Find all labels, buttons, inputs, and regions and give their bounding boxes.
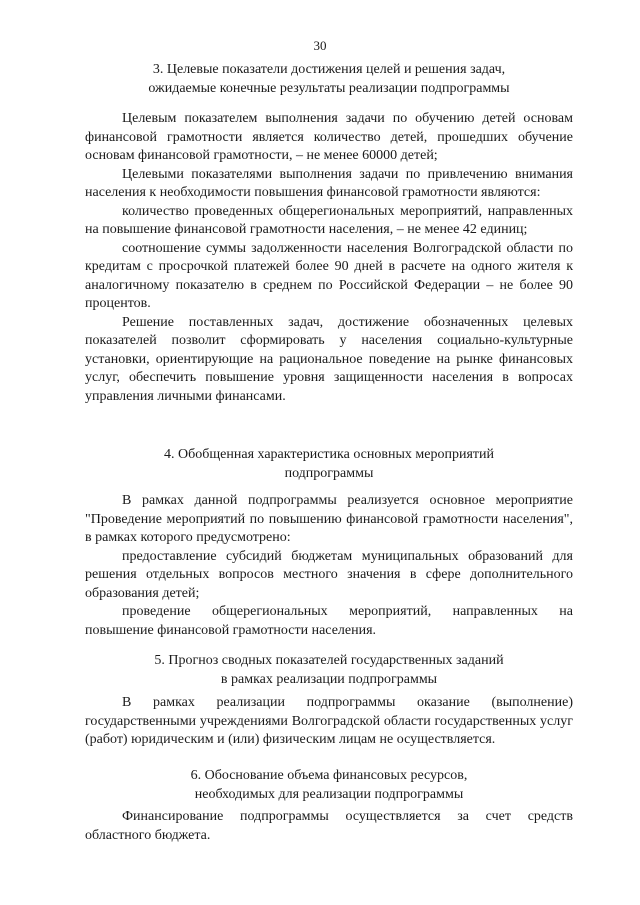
paragraph: количество проведенных общерегиональных мероприятий, направленных на повышение финансовой грамотности населения, – не менее 42 единиц; xyxy=(85,203,573,237)
heading-line: необходимых для реализации подпрограммы xyxy=(194,786,464,802)
heading-line: 6. Обоснование объема финансовых ресурсов, xyxy=(190,768,468,783)
section-5-heading xyxy=(85,652,573,689)
paragraph: Решение поставленных задач, достижение обозначенных целевых показателей позволит сформировать у населения социально-культурные установки, ориентирующие на рациональное поведение на рынке финансовых услуг, обеспечить повышение уровня защищенности населения в вопросах управления личными финансами. xyxy=(85,314,573,404)
section-6-heading xyxy=(85,767,573,804)
paragraph: В рамках реализации подпрограммы оказание (выполнение) государственными учреждениями Волгоградской области государственных услуг (работ) юридическим и (или) физическим лицам не осуществляется. xyxy=(85,695,573,747)
heading-line: 4. Обобщенная характеристика основных мероприятий xyxy=(164,447,494,462)
section-4-body xyxy=(85,492,573,640)
heading-line: подпрограммы xyxy=(284,465,374,481)
heading-line: ожидаемые конечные результаты реализации подпрограммы xyxy=(148,80,510,96)
paragraph: предоставление субсидий бюджетам муниципальных образований для решения отдельных вопросов местного значения в сфере дополнительного образования детей; xyxy=(85,548,573,601)
section-5-body xyxy=(85,694,573,750)
page-number: 30 xyxy=(313,38,327,53)
paragraph: соотношение суммы задолженности населения Волгоградской области по кредитам с просрочкой платежей более 90 дней в расчете на одного жителя к аналогичному показателю в среднем по Российской Федерации – не более 90 процентов. xyxy=(85,240,573,311)
heading-line: 5. Прогноз сводных показателей государственных заданий xyxy=(154,653,504,668)
paragraph: Целевым показателем выполнения задачи по обучению детей основам финансовой грамотности является количество детей, прошедших обучение основам финансовой грамотности, – не менее 60000 детей; xyxy=(85,111,573,163)
paragraph: проведение общерегиональных мероприятий, направленных на повышение финансовой грамотности населения. xyxy=(85,604,573,638)
paragraph: В рамках данной подпрограммы реализуется основное мероприятие "Проведение мероприятий по повышению финансовой грамотности населения", в рамках которого предусмотрено: xyxy=(85,493,573,545)
section-6-body xyxy=(85,808,573,845)
section-3-body xyxy=(85,110,573,406)
section-4-heading xyxy=(85,446,573,483)
paragraph: Целевыми показателями выполнения задачи по привлечению внимания населения к необходимости повышения финансовой грамотности являются: xyxy=(85,166,573,200)
paragraph: Финансирование подпрограммы осуществляется за счет средств областного бюджета. xyxy=(85,809,573,843)
heading-line: 3. Целевые показатели достижения целей и решения задач, xyxy=(152,62,506,77)
heading-line: в рамках реализации подпрограммы xyxy=(220,671,438,687)
section-3-heading xyxy=(85,61,573,98)
